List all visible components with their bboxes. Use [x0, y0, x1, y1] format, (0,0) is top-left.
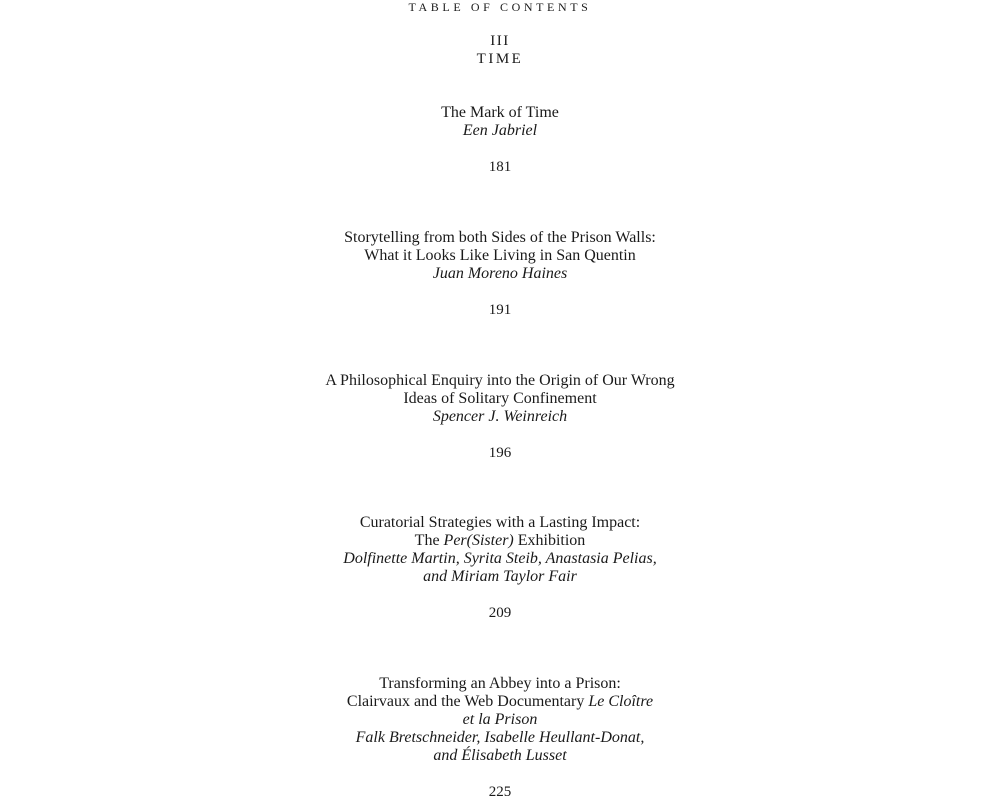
- entry-author: Dolfinette Martin, Syrita Steib, Anastasia Pelias,: [343, 550, 657, 567]
- entry-title-line: Storytelling from both Sides of the Prison Walls:: [344, 229, 656, 246]
- title-text: Exhibition: [513, 532, 586, 549]
- entry-title-line: et la Prison: [462, 711, 538, 728]
- title-text: The: [414, 532, 444, 549]
- entry-author: Spencer J. Weinreich: [432, 408, 568, 425]
- entry-author: Falk Bretschneider, Isabelle Heullant-Donat,: [355, 729, 645, 746]
- entry-author: and Élisabeth Lusset: [433, 747, 567, 764]
- toc-entry-4: [0, 514, 1000, 622]
- entry-title-line: Transforming an Abbey into a Prison:: [379, 675, 621, 692]
- toc-entry-2: [0, 229, 1000, 319]
- entry-title-line: Ideas of Solitary Confinement: [403, 390, 597, 407]
- entry-page-number: 191: [488, 302, 512, 318]
- entry-title-line: Curatorial Strategies with a Lasting Impact:: [359, 514, 641, 531]
- entry-author: Een Jabriel: [462, 122, 538, 139]
- entry-page-number: 196: [488, 445, 512, 461]
- entry-title-line: A Philosophical Enquiry into the Origin of Our Wrong: [325, 372, 675, 389]
- toc-entry-5: [0, 675, 1000, 801]
- entry-author: Juan Moreno Haines: [432, 265, 568, 282]
- entry-title-line: [0, 532, 1000, 550]
- entry-title-line: [0, 693, 1000, 711]
- part-title: TIME: [476, 51, 524, 67]
- entry-page-number: 225: [488, 784, 512, 800]
- title-text: Clairvaux and the Web Documentary: [346, 693, 589, 710]
- running-head: TABLE OF CONTENTS: [408, 0, 592, 14]
- entry-page-number: 209: [488, 605, 512, 621]
- part-number: III: [490, 33, 510, 49]
- title-italic-text: Per(Sister): [443, 532, 514, 549]
- title-italic-text: Le Cloître: [588, 693, 654, 710]
- toc-entry-3: [0, 372, 1000, 462]
- entry-title-line: What it Looks Like Living in San Quentin: [364, 247, 636, 264]
- toc-entry-1: [0, 104, 1000, 176]
- entry-page-number: 181: [488, 159, 512, 175]
- entry-author: and Miriam Taylor Fair: [423, 568, 577, 585]
- entry-title-line: The Mark of Time: [441, 104, 559, 121]
